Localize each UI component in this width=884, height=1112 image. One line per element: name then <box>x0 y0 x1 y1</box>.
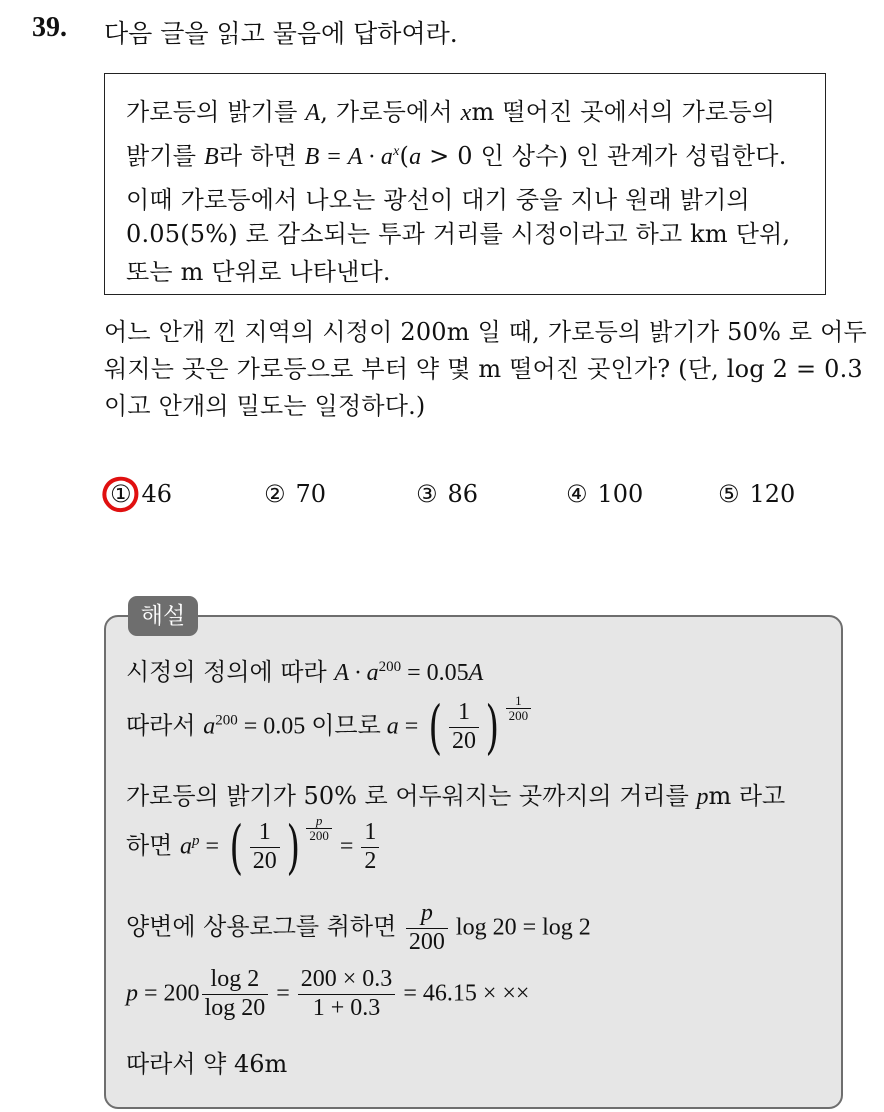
solution-line-2: 따라서 $a^{200} = 0.05$ 이므로 a = ( $\frac{1}{20}$ ) $\frac{1}{200}$ <box>126 698 533 756</box>
solution-line-7: 따라서 약 46m <box>126 1050 288 1078</box>
answer-circle-mark <box>101 474 141 514</box>
question-line-3: 이고 안개의 밀도는 일정하다.) <box>104 392 426 420</box>
passage-line-4: 0.05(5%) 로 감소되는 투과 거리를 시정이라고 하고 km 단위, <box>126 220 791 248</box>
solution-line-3: 가로등의 밝기가 50% 로 어두워지는 곳까지의 거리를 pm 라고 <box>126 782 786 810</box>
question-line-1: 어느 안개 낀 지역의 시정이 200m 일 때, 가로등의 밝기가 50% 로 어두 <box>104 318 867 346</box>
solution-line-5: 양변에 상용로그를 취하면 $\frac{p}{200}$ log 20 = log 2 <box>126 900 591 955</box>
question-number: 39. <box>32 12 67 43</box>
choice-4[interactable]: ④ 100 <box>566 480 644 508</box>
solution-line-4: 하면 $a^p$ = ( $\frac{1}{20}$ ) $\frac{p}{200}$ = $\frac{1}{2}$ <box>126 818 381 876</box>
solution-tag: 해설 <box>128 596 198 636</box>
passage-line-3: 이때 가로등에서 나오는 광선이 대기 중을 지나 원래 밝기의 <box>126 186 750 214</box>
question-line-2: 워지는 곳은 가로등으로 부터 약 몇 m 떨어진 곳인가? (단, log 2 = 0.3 <box>104 355 863 383</box>
choice-5[interactable]: ⑤ 120 <box>718 480 796 508</box>
solution-line-1: 시정의 정의에 따라 $A \cdot a^{200} = 0.05A$ <box>126 658 484 686</box>
choice-1[interactable]: ① 46 <box>110 480 173 508</box>
passage-line-1: 가로등의 밝기를 A, 가로등에서 xm 떨어진 곳에서의 가로등의 <box>126 98 776 126</box>
question-prompt: 다음 글을 읽고 물음에 답하여라. <box>104 19 458 48</box>
passage-line-2: 밝기를 B라 하면 $B = A \cdot a^x(a > 0$ 인 상수) 인 관계가 성립한다. <box>126 142 787 170</box>
choice-2[interactable]: ② 70 <box>264 480 327 508</box>
passage-line-5: 또는 m 단위로 나타낸다. <box>126 258 391 286</box>
solution-line-6: p = 200 $\frac{\log 2}{\log 20}$ = $\frac{200 \times 0.3}{1 + 0.3}$ = 46.15 × ×× <box>126 966 530 1021</box>
choice-3[interactable]: ③ 86 <box>416 480 479 508</box>
